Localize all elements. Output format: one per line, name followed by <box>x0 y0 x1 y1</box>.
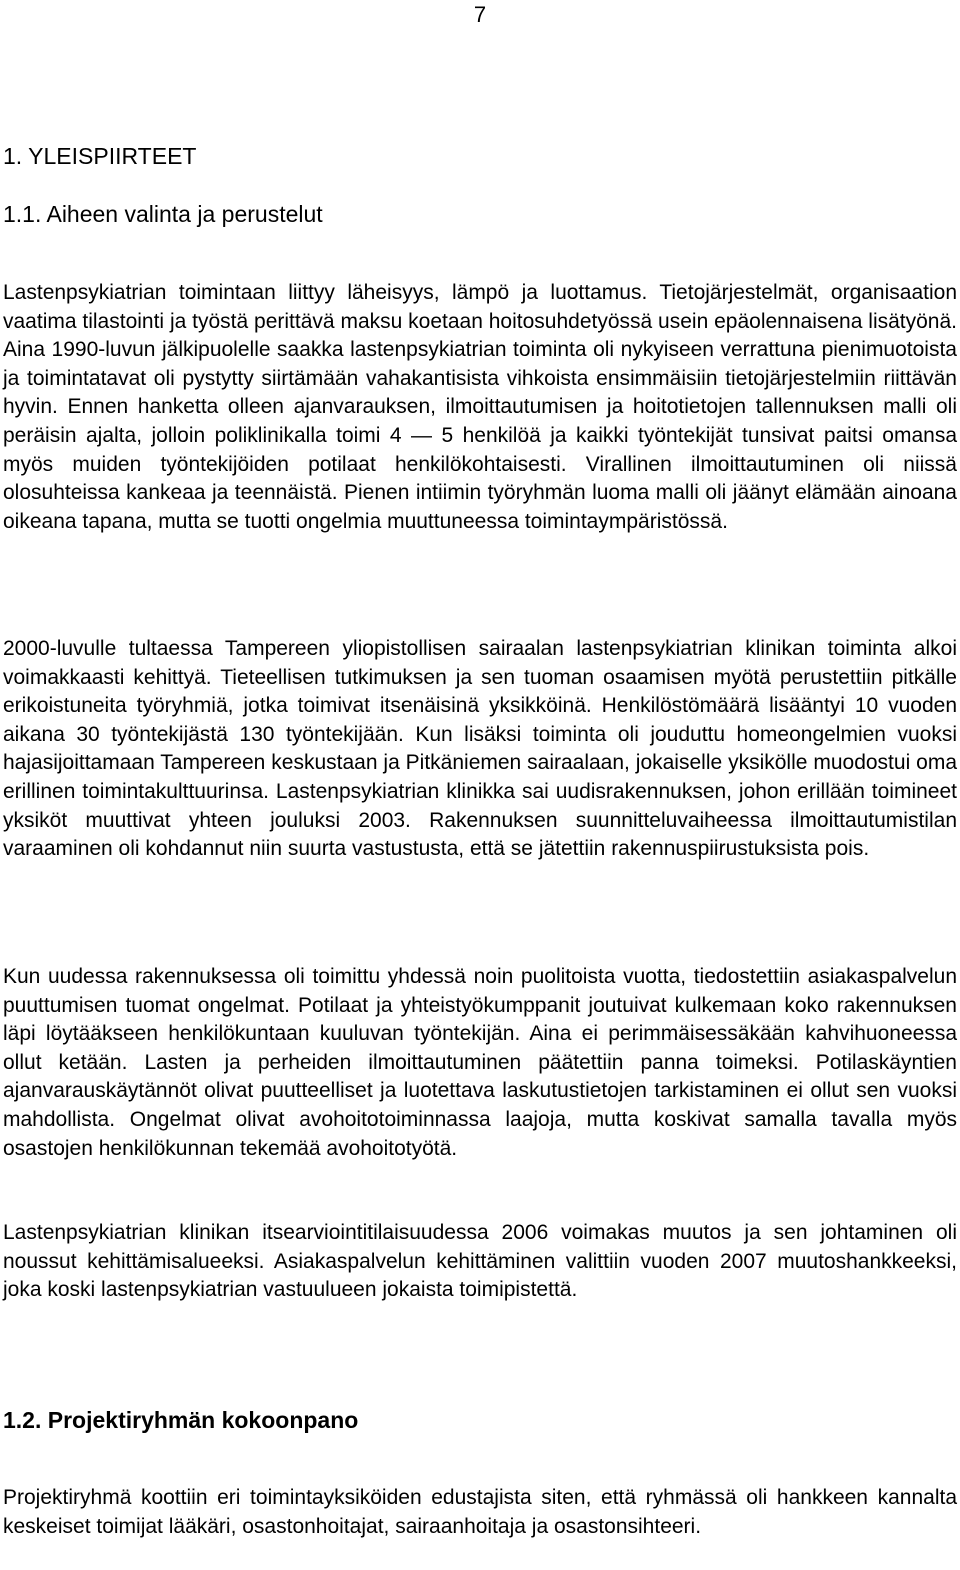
paragraph: Projektiryhmä koottiin eri toimintayksiköiden edustajista siten, että ryhmässä oli hankkeen kannalta keskeiset toimijat lääkäri, osastonhoitajat, sairaanhoitaja ja osastonsihteeri. <box>3 1486 957 1538</box>
subsection-heading-aiheen-valinta: 1.1. Aiheen valinta ja perustelut <box>3 201 323 227</box>
subsection-heading-projektiryhma: 1.2. Projektiryhmän kokoonpano <box>3 1407 359 1433</box>
paragraph: Lastenpsykiatrian klinikan itsearviointitilaisuudessa 2006 voimakas muutos ja sen johtaminen oli noussut kehittämisalueeksi. Asiakaspalvelun kehittäminen valittiin vuoden 2007 muutoshankkeeksi, joka koski lastenpsykiatrian vastuulueen jokaista toimipistettä. <box>3 1221 957 1302</box>
page-number: 7 <box>473 2 487 27</box>
paragraph: 2000-luvulle tultaessa Tampereen yliopistollisen sairaalan lastenpsykiatrian klinikan toiminta alkoi voimakkaasti kehittyä. Tieteellisen tutkimuksen ja sen tuoman osaamisen myötä perustettiin pitkälle erikoistuneita työryhmiä, jotka toimivat itsenäisinä yksikköinä. Henkilöstömäärä lisääntyi 10 vuoden aikana 30 työntekijästä 130 työntekijään. Kun lisäksi toiminta oli jouduttu homeongelmien vuoksi hajasijoittamaan Tampereen keskustaan ja Pitkäniemen sairaalaan, jokaiselle yksikölle muodostui oma erillinen toimintakulttuurinsa. Lastenpsykiatrian klinikka sai uudisrakennuksen, johon erillään toimineet yksiköt muuttivat yhteen jouluksi 2003. Rakennuksen suunnitteluvaiheessa ilmoittautumistilan varaaminen oli kohdannut niin suurta vastustusta, että se jätettiin rakennuspiirustuksista pois. <box>3 637 957 861</box>
paragraph: Kun uudessa rakennuksessa oli toimittu yhdessä noin puolitoista vuotta, tiedostettiin asiakaspalvelun puuttumisen tuomat ongelmat. Potilaat ja yhteistyökumppanit joutuivat kulkemaan koko rakennuksen läpi löytääkseen henkilökuntaan kuuluvan työntekijän. Aina ei perimmäisessäkään kahvihuoneessa ollut ketään. Lasten ja perheiden ilmoittautuminen päätettiin panna toimeksi. Potilaskäyntien ajanvarauskäytännöt olivat puutteelliset ja luotettava laskutustietojen tarkistaminen ei ollut sen vuoksi mahdollista. Ongelmat olivat avohoitotoiminnassa laajoja, mutta koskivat samalla tavalla myös osastojen henkilökunnan tekemää avohoitotyötä. <box>3 965 957 1160</box>
section-heading: 1. YLEISPIIRTEET <box>3 143 197 169</box>
paragraph: Lastenpsykiatrian toimintaan liittyy läheisyys, lämpö ja luottamus. Tietojärjestelmät, organisaation vaatima tilastointi ja työstä perittävä maksu koetaan hoitosuhdetyössä usein epäolennaisena lisätyönä. Aina 1990-luvun jälkipuolelle saakka lastenpsykiatrian toiminta oli nykyiseen verrattuna pienimuotoista ja toimintatavat oli pystytty siirtämään vahakantisista vihkoista ensimmäisiin tietojärjestelmiin riittävän hyvin. Ennen hanketta olleen ajanvarauksen, ilmoittautumisen ja hoitotietojen tallennuksen malli oli peräisin ajalta, jolloin poliklinikalla toimi 4 — 5 henkilöä ja kaikki työntekijät tunsivat paitsi omansa myös muiden työntekijöiden potilaat henkilökohtaisesti. Virallinen ilmoittautuminen oli niissä olosuhteissa kankeaa ja teennäistä. Pienen intiimin työryhmän luoma malli oli jäänyt elämään ainoana oikeana tapana, mutta se tuotti ongelmia muuttuneessa toimintaympäristössä. <box>3 281 957 533</box>
